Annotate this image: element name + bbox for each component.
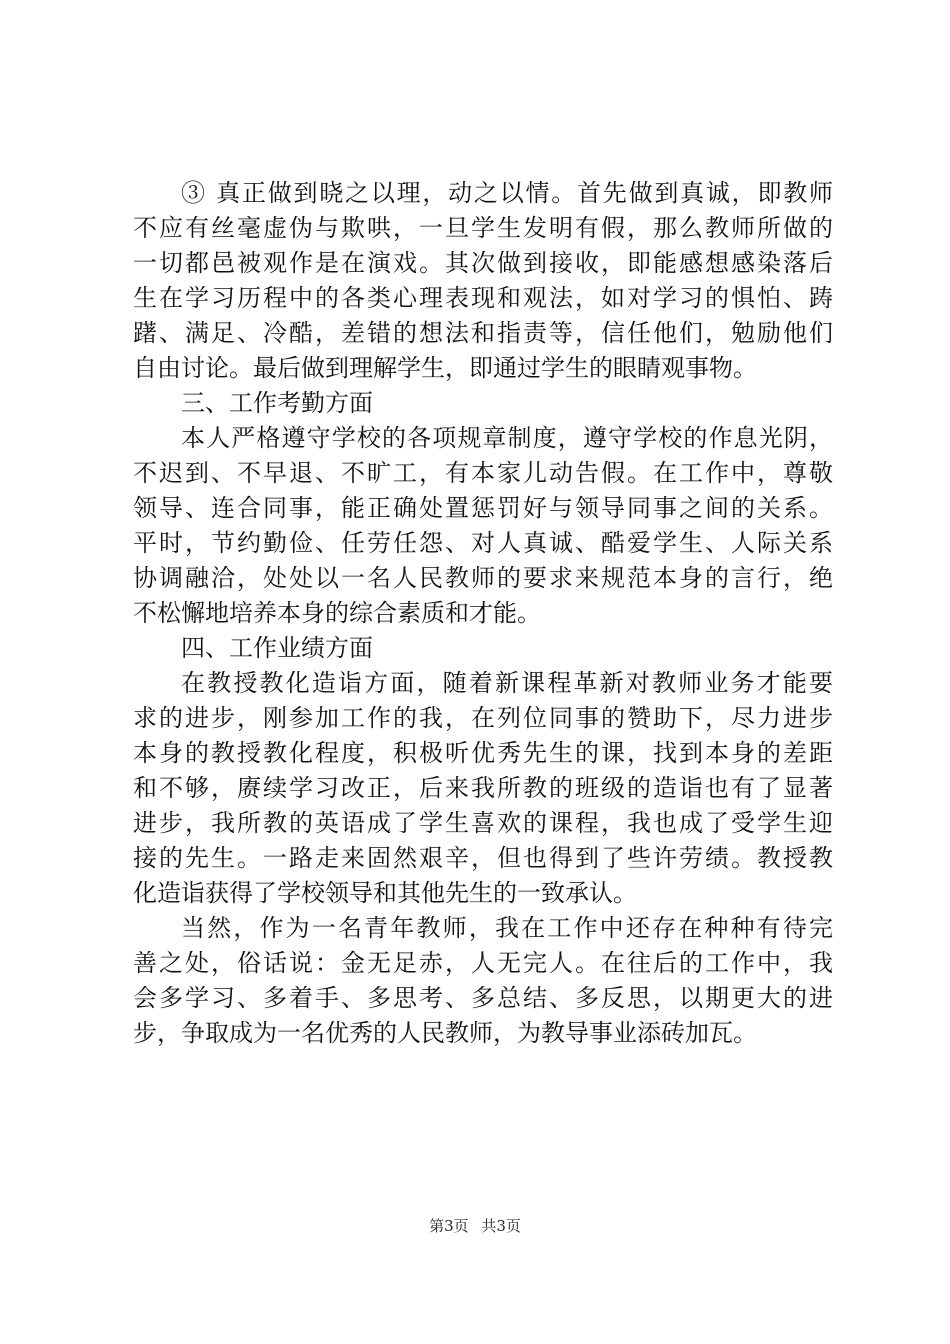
- text-line: 会多学习、多着手、多思考、多总结、多反思，以期更大的进: [133, 984, 833, 1012]
- text-line: 化造诣获得了学校领导和其他先生的一致承认。: [133, 879, 637, 907]
- text-line: 生在学习历程中的各类心理表现和观法，如对学习的惧怕、踌: [133, 284, 833, 312]
- text-line: 四、工作业绩方面: [181, 634, 373, 662]
- text-line: 本人严格遵守学校的各项规章制度，遵守学校的作息光阴，: [181, 424, 833, 452]
- text-line: 自由讨论。最后做到理解学生，即通过学生的眼睛观事物。: [133, 354, 757, 382]
- text-line: 本身的教授教化程度，积极听优秀先生的课，找到本身的差距: [133, 739, 833, 767]
- text-line: 躇、满足、冷酷，差错的想法和指责等，信任他们，勉励他们: [133, 319, 833, 347]
- text-line: 协调融洽，处处以一名人民教师的要求来规范本身的言行，绝: [133, 564, 833, 592]
- page-number: 第3页: [429, 1217, 469, 1235]
- text-line: 善之处，俗话说：金无足赤，人无完人。在往后的工作中，我: [133, 949, 833, 977]
- text-line: 当然，作为一名青年教师，我在工作中还存在种种有待完: [181, 914, 833, 942]
- text-line: 平时，节约勤俭、任劳任怨、对人真诚、酷爱学生、人际关系: [133, 529, 833, 557]
- text-line: 不松懈地培养本身的综合素质和才能。: [133, 599, 541, 627]
- document-body: [133, 176, 833, 1051]
- text-line: 在教授教化造诣方面，随着新课程革新对教师业务才能要: [181, 669, 833, 697]
- text-line: 进步，我所教的英语成了学生喜欢的课程，我也成了受学生迎: [133, 809, 833, 837]
- text-line: 领导、连合同事，能正确处置惩罚好与领导同事之间的关系。: [133, 494, 833, 522]
- page-total: 共3页: [481, 1217, 521, 1235]
- text-line: 和不够，赓续学习改正，后来我所教的班级的造诣也有了显著: [133, 774, 833, 802]
- text-line: 三、工作考勤方面: [181, 389, 373, 417]
- text-line: 不应有丝毫虚伪与欺哄，一旦学生发明有假，那么教师所做的: [133, 214, 833, 242]
- text-line: 求的进步，刚参加工作的我，在列位同事的赞助下，尽力进步: [133, 704, 833, 732]
- text-line: ③ 真正做到晓之以理，动之以情。首先做到真诚，即教师: [181, 179, 833, 207]
- page-footer: [0, 1216, 950, 1236]
- text-line: 一切都邑被观作是在演戏。其次做到接收，即能感想感染落后: [133, 249, 833, 277]
- text-line: 步，争取成为一名优秀的人民教师，为教导事业添砖加瓦。: [133, 1019, 757, 1047]
- text-line: 不迟到、不早退、不旷工，有本家儿动告假。在工作中，尊敬: [133, 459, 833, 487]
- text-line: 接的先生。一路走来固然艰辛，但也得到了些许劳绩。教授教: [133, 844, 833, 872]
